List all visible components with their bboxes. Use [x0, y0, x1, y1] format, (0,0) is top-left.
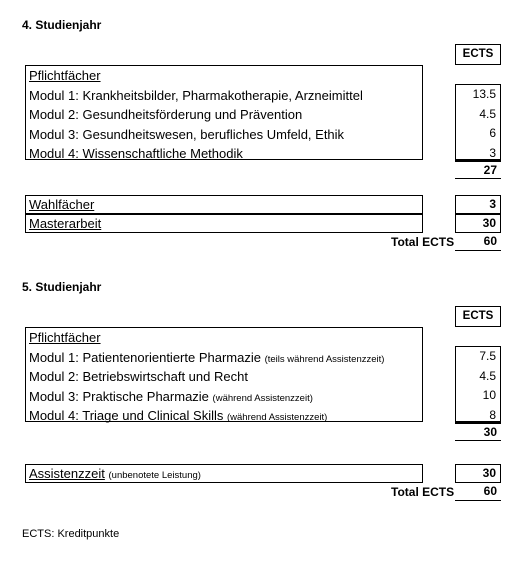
year4-module-2-ects: 4.5: [479, 106, 496, 121]
year4-total-ects: 60: [455, 233, 501, 251]
year4-total-label: Total ECTS: [391, 235, 455, 249]
year5-compulsory-title: Pflichtfächer: [29, 330, 101, 345]
year5-assistant-note: (unbenotete Leistung): [108, 470, 201, 481]
year5-module-2-ects: 4.5: [479, 368, 496, 383]
year4-module-1: Modul 1: Krankheitsbilder, Pharmakotherapie, Arzneimittel: [29, 87, 363, 103]
year4-electives-label: Wahlfächer: [29, 197, 95, 212]
year5-ects-header: ECTS: [455, 306, 501, 327]
year5-heading: 5. Studienjahr: [22, 280, 102, 294]
year4-module-4-ects: 3: [489, 145, 496, 160]
year4-module-2: Modul 2: Gesundheitsförderung und Prävention: [29, 107, 303, 122]
year4-module-1-ects: 13.5: [472, 87, 496, 101]
year4-thesis-box: [25, 214, 423, 233]
year4-subtotal-divider: [455, 178, 501, 179]
year5-assistant-label: Assistenzzeit: [29, 466, 105, 481]
year5-module-1-ects: 7.5: [479, 349, 496, 363]
year5-subtotal: 30: [483, 425, 497, 439]
year4-electives-box: [25, 195, 423, 214]
year4-heading: 4. Studienjahr: [22, 18, 102, 32]
year5-module-4: Modul 4: Triage und Clinical Skills (während Assistenzzeit): [29, 408, 328, 423]
year5-assistant-ects-cell: [455, 464, 501, 483]
year5-total-label: Total ECTS: [391, 485, 455, 499]
year4-ects-values: [455, 84, 501, 160]
year5-module-2: Modul 2: Betriebswirtschaft und Recht: [29, 369, 248, 384]
footnote: ECTS: Kreditpunkte: [22, 528, 120, 540]
year4-module-4: Modul 4: Wissenschaftliche Methodik: [29, 146, 243, 161]
year5-assistant-box: [25, 464, 423, 483]
year4-subtotal-cell: [455, 160, 501, 179]
year4-electives-ects-cell: [455, 195, 501, 214]
year4-thesis-label: Masterarbeit: [29, 216, 102, 231]
year5-total-ects: 60: [455, 483, 501, 501]
year5-subtotal-divider: [455, 440, 501, 441]
year5-ects-values: [455, 346, 501, 422]
year4-thesis-ects-cell: [455, 214, 501, 233]
year5-module-3: Modul 3: Praktische Pharmazie (während Assistenzzeit): [29, 388, 313, 404]
year4-module-3-ects: 6: [489, 126, 496, 140]
year4-module-3: Modul 3: Gesundheitswesen, berufliches Umfeld, Ethik: [29, 126, 345, 142]
year5-module-1: Modul 1: Patientenorientierte Pharmazie (teils während Assistenzzeit): [29, 349, 385, 365]
year4-electives-ects: 3: [489, 197, 496, 211]
year5-module-4-ects: 8: [489, 407, 496, 422]
year4-thesis-ects: 30: [482, 216, 496, 230]
year4-compulsory-box: [25, 65, 423, 160]
year4-subtotal: 27: [483, 163, 497, 177]
year5-module-3-ects: 10: [482, 388, 496, 402]
year5-subtotal-cell: [455, 422, 501, 441]
year4-ects-header: ECTS: [455, 44, 501, 65]
year5-compulsory-box: [25, 327, 423, 422]
year4-compulsory-title: Pflichtfächer: [29, 68, 101, 83]
year5-assistant-ects: 30: [482, 466, 496, 480]
